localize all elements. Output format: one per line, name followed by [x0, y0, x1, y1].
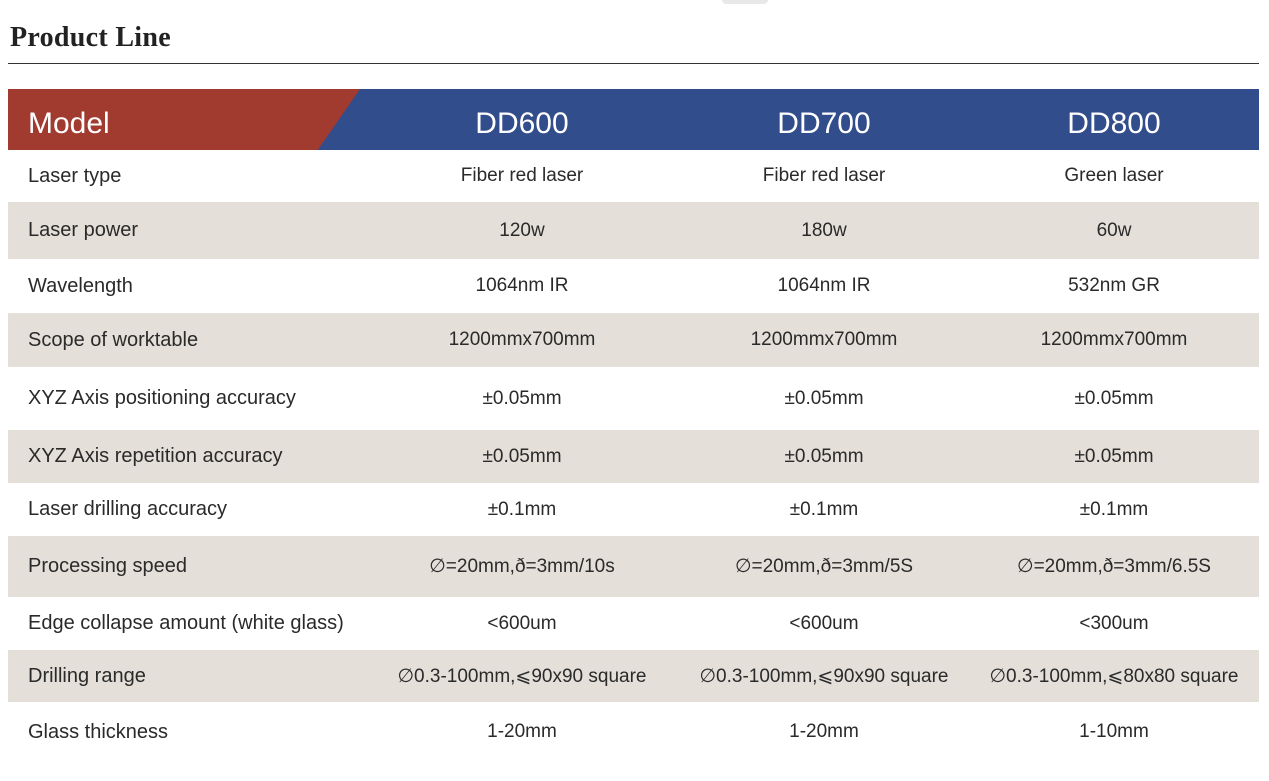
dd600-value: 1200mmx700mm	[448, 329, 596, 350]
dd700-value: 1-20mm	[789, 721, 859, 742]
dd800-value: ±0.05mm	[1074, 445, 1154, 467]
table-row	[8, 313, 1259, 367]
dd600-value: 1064nm IR	[475, 275, 569, 296]
dd600-value: Fiber red laser	[460, 165, 584, 186]
header-dd700: DD700	[777, 106, 871, 140]
dd800-value: 532nm GR	[1068, 275, 1160, 296]
row-label: Laser type	[28, 164, 122, 187]
page-title: Product Line	[10, 22, 171, 53]
dd700-value: 1200mmx700mm	[750, 329, 898, 350]
table-row	[8, 483, 1259, 536]
dd700-value: <600um	[789, 612, 859, 634]
table-row	[8, 650, 1259, 702]
dd600-value: 120w	[499, 219, 545, 241]
dd700-value: 180w	[801, 219, 847, 241]
dd600-value: ±0.1mm	[487, 498, 557, 520]
row-label: Laser drilling accuracy	[28, 498, 227, 520]
dd700-value: ±0.05mm	[784, 445, 864, 467]
row-label: Processing speed	[28, 555, 187, 577]
dd800-value: Green laser	[1064, 165, 1164, 186]
table-row	[8, 430, 1259, 483]
dd700-value: ±0.1mm	[789, 498, 859, 520]
dd700-value: 1064nm IR	[777, 275, 871, 296]
dd600-value: ±0.05mm	[482, 387, 562, 409]
row-label: Drilling range	[28, 664, 146, 687]
dd700-value: ∅0.3-100mm,⩽90x90 square	[699, 665, 949, 687]
table-row	[8, 150, 1259, 202]
table-row	[8, 367, 1259, 430]
row-label: Laser power	[28, 219, 139, 241]
table-row	[8, 536, 1259, 597]
dd800-value: ∅=20mm,ð=3mm/6.5S	[1017, 556, 1211, 577]
dd800-value: 60w	[1096, 219, 1132, 241]
table-row	[8, 259, 1259, 313]
table-header-row	[8, 89, 1259, 150]
table-row	[8, 597, 1259, 650]
dd600-value: ±0.05mm	[482, 445, 562, 467]
row-label: Edge collapse amount (white glass)	[28, 612, 344, 634]
dd800-value: 1200mmx700mm	[1040, 329, 1188, 350]
dd800-value: <300um	[1079, 612, 1149, 634]
table-row	[8, 202, 1259, 259]
dd800-value: 1-10mm	[1079, 721, 1149, 742]
dd600-value: ∅=20mm,ð=3mm/10s	[429, 556, 615, 577]
header-dd600: DD600	[475, 106, 569, 140]
dd800-value: ∅0.3-100mm,⩽80x80 square	[989, 665, 1239, 687]
row-label: Glass thickness	[28, 720, 169, 743]
dd700-value: Fiber red laser	[762, 165, 886, 186]
dd800-value: ±0.1mm	[1079, 498, 1149, 520]
header-model-label: Model	[28, 106, 110, 140]
dd700-value: ±0.05mm	[784, 387, 864, 409]
dd600-value: ∅0.3-100mm,⩽90x90 square	[397, 665, 647, 687]
header-dd800: DD800	[1067, 106, 1161, 140]
table-row	[8, 702, 1259, 762]
dd600-value: 1-20mm	[487, 721, 557, 742]
row-label: Wavelength	[28, 274, 133, 297]
row-label: XYZ Axis positioning accuracy	[28, 387, 296, 409]
dd800-value: ±0.05mm	[1074, 387, 1154, 409]
top-decoration	[722, 0, 768, 4]
dd600-value: <600um	[487, 612, 557, 634]
row-label: Scope of worktable	[28, 328, 199, 351]
spec-table	[8, 89, 1259, 762]
dd700-value: ∅=20mm,ð=3mm/5S	[734, 556, 914, 577]
row-label: XYZ Axis repetition accuracy	[28, 445, 283, 467]
title-divider	[8, 63, 1259, 64]
